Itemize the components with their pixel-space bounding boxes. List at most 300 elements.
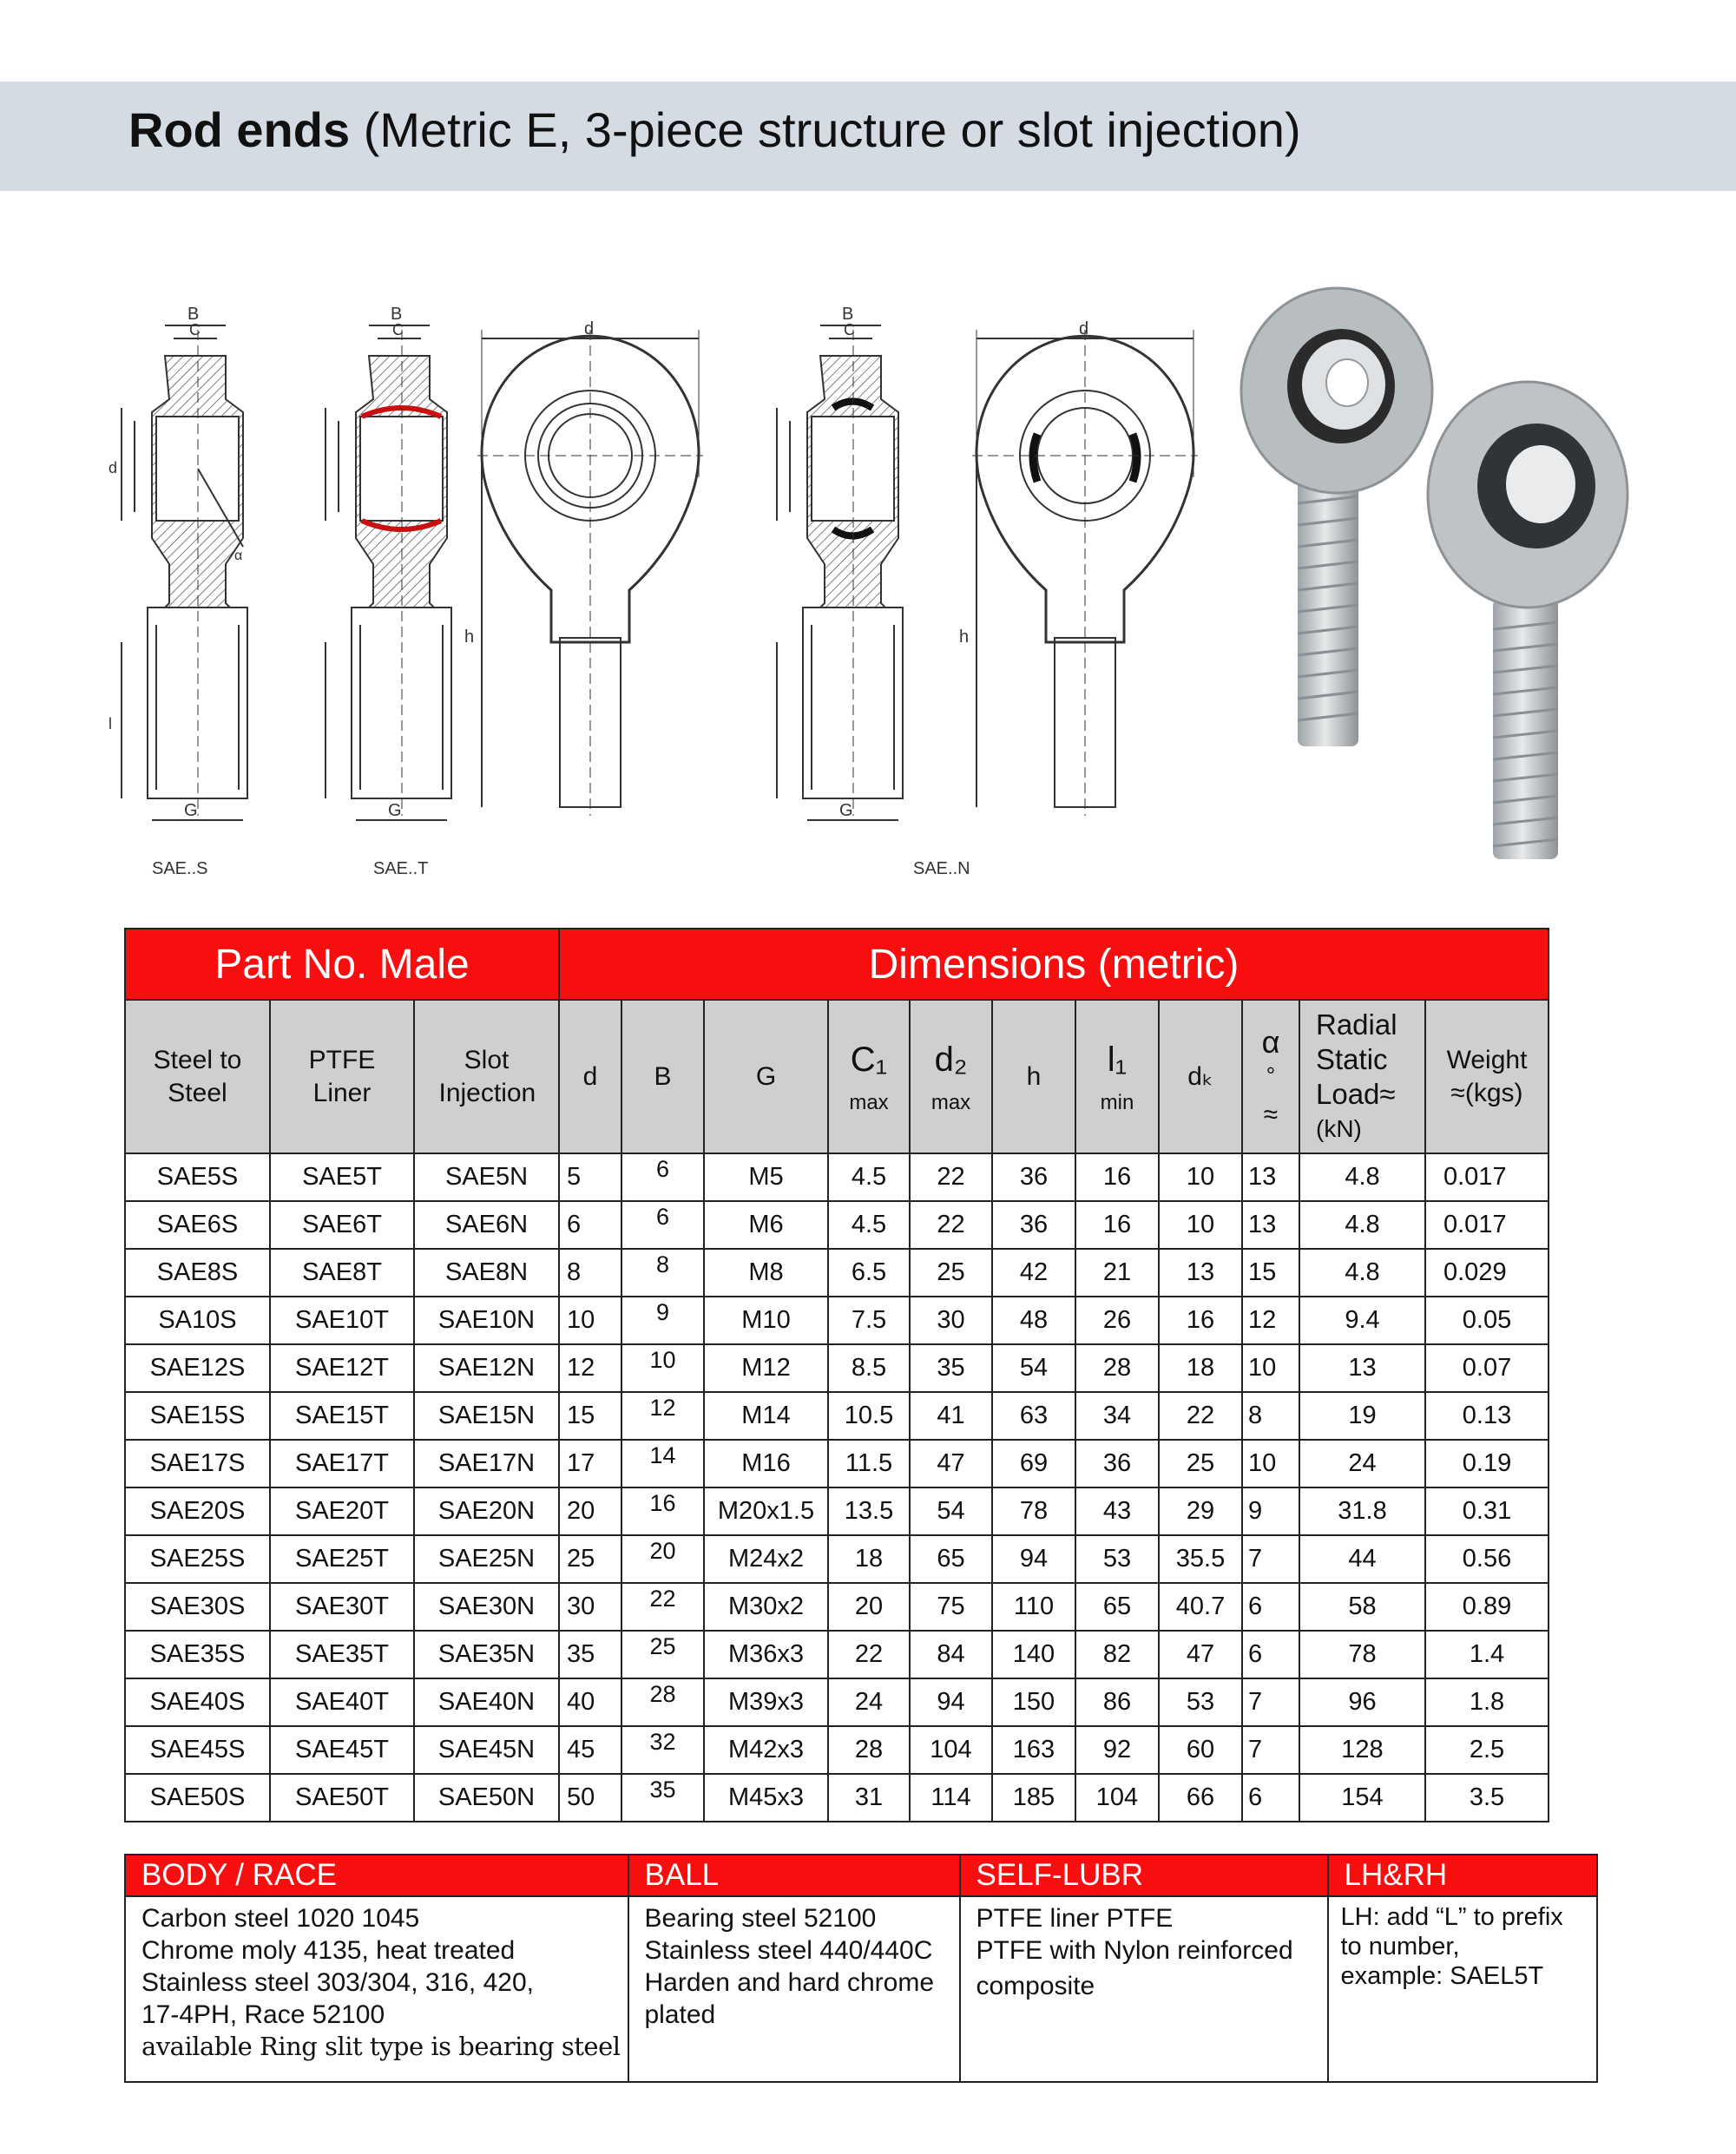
body-race-line: available Ring slit type is bearing steel — [141, 2032, 621, 2061]
col-load-line-4: (kN) — [1316, 1114, 1362, 1142]
cell-d2: 30 — [910, 1297, 992, 1344]
cell-steel: SAE25S — [125, 1535, 270, 1583]
cell-ptfe: SAE30T — [270, 1583, 414, 1631]
cell-ptfe: SAE8T — [270, 1249, 414, 1297]
cell-steel: SAE20S — [125, 1487, 270, 1535]
cell-weight: 2.5 — [1425, 1726, 1549, 1774]
cell-B: 25 — [621, 1631, 704, 1678]
cell-d: 45 — [559, 1726, 621, 1774]
cell-slot: SAE12N — [414, 1344, 559, 1392]
label-dk-1: d — [108, 459, 118, 476]
cell-alpha: 8 — [1242, 1392, 1299, 1440]
cell-h: 150 — [992, 1678, 1075, 1726]
cell-slot: SAE17N — [414, 1440, 559, 1487]
cell-ptfe: SAE17T — [270, 1440, 414, 1487]
cell-alpha: 13 — [1242, 1153, 1299, 1201]
cell-G: M12 — [704, 1344, 828, 1392]
cell-l1: 104 — [1075, 1774, 1159, 1822]
label-G-3: G — [839, 801, 853, 820]
cell-G: M24x2 — [704, 1535, 828, 1583]
cell-steel: SA10S — [125, 1297, 270, 1344]
cell-C1: 22 — [828, 1631, 910, 1678]
cell-G: M45x3 — [704, 1774, 828, 1822]
cell-d2: 54 — [910, 1487, 992, 1535]
cell-l1: 34 — [1075, 1392, 1159, 1440]
cell-alpha: 6 — [1242, 1583, 1299, 1631]
cell-ptfe: SAE40T — [270, 1678, 414, 1726]
table-row — [125, 1153, 1549, 1201]
cell-l1: 16 — [1075, 1201, 1159, 1249]
cell-dk: 25 — [1159, 1440, 1242, 1487]
cell-load: 4.8 — [1299, 1249, 1425, 1297]
cell-B: 6 — [621, 1153, 704, 1201]
cell-d: 10 — [559, 1297, 621, 1344]
cell-G: M10 — [704, 1297, 828, 1344]
label-C1-1: C — [189, 321, 201, 338]
cell-l1: 53 — [1075, 1535, 1159, 1583]
cell-load: 44 — [1299, 1535, 1425, 1583]
ball-line: Stainless steel 440/440C — [644, 1936, 933, 1965]
cell-G: M16 — [704, 1440, 828, 1487]
page-title — [128, 101, 1301, 159]
cell-B: 12 — [621, 1392, 704, 1440]
col-alpha-degree: ° — [1266, 1062, 1276, 1088]
cell-B: 28 — [621, 1678, 704, 1726]
materials-lh-rh-cell — [1328, 1896, 1597, 2082]
cell-d2: 114 — [910, 1774, 992, 1822]
col-B: B — [621, 1000, 704, 1153]
cell-G: M5 — [704, 1153, 828, 1201]
cell-ptfe: SAE15T — [270, 1392, 414, 1440]
caption-sae-n: SAE..N — [913, 859, 970, 878]
materials-ball-cell — [628, 1896, 960, 2082]
side-view-n — [777, 325, 903, 820]
materials-header-lh-rh: LH&RH — [1328, 1855, 1597, 1896]
label-l1-1: l — [108, 715, 112, 732]
cell-load: 128 — [1299, 1726, 1425, 1774]
cell-G: M6 — [704, 1201, 828, 1249]
cell-dk: 22 — [1159, 1392, 1242, 1440]
cell-alpha: 10 — [1242, 1344, 1299, 1392]
rod-end-photo-dark-liner — [1428, 382, 1628, 859]
self-lubr-line: composite — [976, 1972, 1095, 2000]
cell-l1: 16 — [1075, 1153, 1159, 1201]
cell-h: 42 — [992, 1249, 1075, 1297]
cell-d2: 84 — [910, 1631, 992, 1678]
cell-slot: SAE15N — [414, 1392, 559, 1440]
cell-steel: SAE5S — [125, 1153, 270, 1201]
page-title-rest: (Metric E, 3-piece structure or slot injection) — [363, 102, 1301, 157]
col-weight — [1425, 1000, 1549, 1153]
col-weight-line-1: Weight — [1446, 1046, 1528, 1074]
label-C1-2: C — [392, 321, 404, 338]
rod-end-photo-silver-liner — [1241, 288, 1432, 746]
cell-ptfe: SAE10T — [270, 1297, 414, 1344]
lh-rh-line: example: SAEL5T — [1340, 1962, 1544, 1990]
table-row — [125, 1201, 1549, 1249]
col-l1 — [1075, 1000, 1159, 1153]
table-row — [125, 1392, 1549, 1440]
cell-l1: 28 — [1075, 1344, 1159, 1392]
cell-weight: 1.8 — [1425, 1678, 1549, 1726]
table-row — [125, 1726, 1549, 1774]
cell-weight: 3.5 — [1425, 1774, 1549, 1822]
ball-line: Harden and hard chrome — [644, 1968, 935, 1997]
cell-d: 50 — [559, 1774, 621, 1822]
cell-h: 185 — [992, 1774, 1075, 1822]
cell-weight: 0.07 — [1425, 1344, 1549, 1392]
col-d: d — [559, 1000, 621, 1153]
cell-weight: 0.56 — [1425, 1535, 1549, 1583]
col-G: G — [704, 1000, 828, 1153]
cell-B: 6 — [621, 1201, 704, 1249]
cell-C1: 10.5 — [828, 1392, 910, 1440]
cell-h: 94 — [992, 1535, 1075, 1583]
cell-h: 69 — [992, 1440, 1075, 1487]
col-C1-label: C₁ — [850, 1040, 888, 1079]
cell-dk: 16 — [1159, 1297, 1242, 1344]
cell-G: M8 — [704, 1249, 828, 1297]
dimensions-table — [124, 928, 1549, 1822]
cell-dk: 29 — [1159, 1487, 1242, 1535]
cell-B: 22 — [621, 1583, 704, 1631]
cell-h: 78 — [992, 1487, 1075, 1535]
table-row — [125, 1583, 1549, 1631]
col-load-line-2: Static — [1316, 1042, 1388, 1075]
col-ptfe-liner — [270, 1000, 414, 1153]
cell-l1: 92 — [1075, 1726, 1159, 1774]
cell-l1: 36 — [1075, 1440, 1159, 1487]
cell-slot: SAE30N — [414, 1583, 559, 1631]
cell-steel: SAE30S — [125, 1583, 270, 1631]
label-C1-3: C — [844, 321, 855, 338]
cell-alpha: 12 — [1242, 1297, 1299, 1344]
cell-ptfe: SAE5T — [270, 1153, 414, 1201]
cell-alpha: 6 — [1242, 1631, 1299, 1678]
table-row — [125, 1774, 1549, 1822]
cell-C1: 4.5 — [828, 1153, 910, 1201]
cell-steel: SAE40S — [125, 1678, 270, 1726]
cell-load: 19 — [1299, 1392, 1425, 1440]
cell-B: 9 — [621, 1297, 704, 1344]
label-B-3: B — [842, 305, 854, 324]
dimensions-table-body — [125, 1153, 1549, 1822]
cell-h: 110 — [992, 1583, 1075, 1631]
cell-B: 35 — [621, 1774, 704, 1822]
lh-rh-line: LH: add “L” to prefix — [1340, 1903, 1563, 1931]
cell-slot: SAE50N — [414, 1774, 559, 1822]
label-B-1: B — [187, 305, 200, 324]
cell-C1: 6.5 — [828, 1249, 910, 1297]
table-row — [125, 1249, 1549, 1297]
cell-alpha: 7 — [1242, 1726, 1299, 1774]
cell-G: M36x3 — [704, 1631, 828, 1678]
technical-drawings — [104, 278, 1727, 885]
cell-G: M20x1.5 — [704, 1487, 828, 1535]
cell-G: M39x3 — [704, 1678, 828, 1726]
cell-B: 20 — [621, 1535, 704, 1583]
cell-d: 5 — [559, 1153, 621, 1201]
side-view-t — [326, 325, 451, 820]
cell-steel: SAE15S — [125, 1392, 270, 1440]
cell-d2: 104 — [910, 1726, 992, 1774]
col-alpha-approx: ≈ — [1263, 1100, 1279, 1129]
cell-h: 163 — [992, 1726, 1075, 1774]
cell-steel: SAE8S — [125, 1249, 270, 1297]
cell-dk: 18 — [1159, 1344, 1242, 1392]
cell-l1: 26 — [1075, 1297, 1159, 1344]
cell-h: 54 — [992, 1344, 1075, 1392]
col-steel-to-steel — [125, 1000, 270, 1153]
cell-alpha: 7 — [1242, 1678, 1299, 1726]
cell-dk: 66 — [1159, 1774, 1242, 1822]
front-view-2 — [972, 330, 1198, 816]
materials-table — [124, 1854, 1598, 2083]
cell-weight: 0.31 — [1425, 1487, 1549, 1535]
self-lubr-line: PTFE liner PTFE — [976, 1904, 1174, 1933]
col-alpha-symbol: α — [1261, 1024, 1280, 1060]
cell-alpha: 7 — [1242, 1535, 1299, 1583]
cell-h: 36 — [992, 1201, 1075, 1249]
col-steel-to-steel-label: Steel to Steel — [153, 1046, 242, 1107]
cell-ptfe: SAE35T — [270, 1631, 414, 1678]
table-row — [125, 1487, 1549, 1535]
cell-load: 4.8 — [1299, 1201, 1425, 1249]
cell-B: 8 — [621, 1249, 704, 1297]
caption-sae-t: SAE..T — [373, 859, 429, 878]
cell-d2: 65 — [910, 1535, 992, 1583]
cell-weight: 0.13 — [1425, 1392, 1549, 1440]
label-G-1: G — [184, 801, 198, 820]
cell-steel: SAE6S — [125, 1201, 270, 1249]
cell-weight: 0.017 — [1425, 1201, 1549, 1249]
cell-slot: SAE8N — [414, 1249, 559, 1297]
cell-h: 63 — [992, 1392, 1075, 1440]
cell-d: 15 — [559, 1392, 621, 1440]
col-l1-sub: min — [1100, 1090, 1134, 1114]
cell-slot: SAE35N — [414, 1631, 559, 1678]
col-C1 — [828, 1000, 910, 1153]
table-row — [125, 1344, 1549, 1392]
ball-line: plated — [644, 2000, 716, 2029]
cell-load: 4.8 — [1299, 1153, 1425, 1201]
body-race-line: Carbon steel 1020 1045 — [141, 1904, 420, 1933]
cell-alpha: 10 — [1242, 1440, 1299, 1487]
col-ptfe-liner-label: PTFE Liner — [308, 1046, 376, 1107]
label-alpha-1: α — [234, 548, 243, 563]
cell-d: 8 — [559, 1249, 621, 1297]
col-d2-sub: max — [930, 1090, 971, 1114]
label-h-1: h — [464, 627, 475, 647]
cell-alpha: 15 — [1242, 1249, 1299, 1297]
table-row — [125, 1535, 1549, 1583]
col-d2 — [910, 1000, 992, 1153]
cell-l1: 65 — [1075, 1583, 1159, 1631]
cell-slot: SAE6N — [414, 1201, 559, 1249]
cell-load: 96 — [1299, 1678, 1425, 1726]
cell-alpha: 9 — [1242, 1487, 1299, 1535]
cell-dk: 53 — [1159, 1678, 1242, 1726]
label-d2-2: d — [1079, 319, 1089, 338]
drawings-svg — [104, 278, 1727, 885]
cell-weight: 0.89 — [1425, 1583, 1549, 1631]
label-G-2: G — [388, 801, 402, 820]
col-weight-line-2: ≈(kgs) — [1450, 1078, 1523, 1107]
materials-body-race-cell — [125, 1896, 628, 2082]
cell-dk: 10 — [1159, 1201, 1242, 1249]
cell-load: 58 — [1299, 1583, 1425, 1631]
col-l1-label: l₁ — [1107, 1040, 1128, 1079]
col-d2-label: d₂ — [934, 1040, 968, 1079]
label-B-2: B — [391, 305, 403, 324]
col-h: h — [992, 1000, 1075, 1153]
table-row — [125, 1440, 1549, 1487]
cell-C1: 20 — [828, 1583, 910, 1631]
body-race-line: Stainless steel 303/304, 316, 420, — [141, 1968, 534, 1997]
cell-weight: 0.19 — [1425, 1440, 1549, 1487]
materials-header-self-lubr: SELF-LUBR — [960, 1855, 1328, 1896]
cell-steel: SAE50S — [125, 1774, 270, 1822]
cell-G: M14 — [704, 1392, 828, 1440]
col-C1-sub: max — [849, 1090, 889, 1114]
body-race-line: Chrome moly 4135, heat treated — [141, 1936, 516, 1965]
cell-alpha: 13 — [1242, 1201, 1299, 1249]
cell-weight: 1.4 — [1425, 1631, 1549, 1678]
cell-d2: 75 — [910, 1583, 992, 1631]
cell-d: 17 — [559, 1440, 621, 1487]
cell-dk: 35.5 — [1159, 1535, 1242, 1583]
cell-d: 12 — [559, 1344, 621, 1392]
cell-C1: 8.5 — [828, 1344, 910, 1392]
cell-C1: 18 — [828, 1535, 910, 1583]
cell-h: 48 — [992, 1297, 1075, 1344]
cell-weight: 0.029 — [1425, 1249, 1549, 1297]
group-dimensions-metric: Dimensions (metric) — [559, 929, 1549, 1000]
cell-dk: 13 — [1159, 1249, 1242, 1297]
col-slot-injection — [414, 1000, 559, 1153]
cell-C1: 24 — [828, 1678, 910, 1726]
cell-weight: 0.017 — [1425, 1153, 1549, 1201]
col-radial-static-load — [1299, 1000, 1425, 1153]
materials-header-ball: BALL — [628, 1855, 960, 1896]
cell-d: 40 — [559, 1678, 621, 1726]
cell-slot: SAE5N — [414, 1153, 559, 1201]
materials-self-lubr-cell — [960, 1896, 1328, 2082]
col-slot-injection-label: Slot Injection — [438, 1046, 536, 1107]
cell-steel: SAE35S — [125, 1631, 270, 1678]
materials-header-body-race: BODY / RACE — [125, 1855, 628, 1896]
cell-ptfe: SAE25T — [270, 1535, 414, 1583]
cell-alpha: 6 — [1242, 1774, 1299, 1822]
cell-slot: SAE20N — [414, 1487, 559, 1535]
table-row — [125, 1631, 1549, 1678]
cell-weight: 0.05 — [1425, 1297, 1549, 1344]
cell-d: 25 — [559, 1535, 621, 1583]
cell-C1: 7.5 — [828, 1297, 910, 1344]
table-row — [125, 1297, 1549, 1344]
cell-B: 16 — [621, 1487, 704, 1535]
cell-d: 6 — [559, 1201, 621, 1249]
cell-slot: SAE45N — [414, 1726, 559, 1774]
cell-d2: 25 — [910, 1249, 992, 1297]
col-load-line-3: Load≈ — [1316, 1077, 1396, 1110]
cell-d2: 47 — [910, 1440, 992, 1487]
cell-slot: SAE25N — [414, 1535, 559, 1583]
col-alpha — [1242, 1000, 1299, 1153]
cell-l1: 43 — [1075, 1487, 1159, 1535]
cell-ptfe: SAE12T — [270, 1344, 414, 1392]
cell-slot: SAE40N — [414, 1678, 559, 1726]
cell-C1: 31 — [828, 1774, 910, 1822]
cell-steel: SAE45S — [125, 1726, 270, 1774]
cell-B: 32 — [621, 1726, 704, 1774]
cell-B: 10 — [621, 1344, 704, 1392]
cell-load: 9.4 — [1299, 1297, 1425, 1344]
cell-load: 13 — [1299, 1344, 1425, 1392]
cell-d2: 22 — [910, 1153, 992, 1201]
cell-dk: 10 — [1159, 1153, 1242, 1201]
cell-load: 154 — [1299, 1774, 1425, 1822]
cell-G: M30x2 — [704, 1583, 828, 1631]
cell-C1: 11.5 — [828, 1440, 910, 1487]
group-part-no-male: Part No. Male — [125, 929, 559, 1000]
cell-h: 36 — [992, 1153, 1075, 1201]
cell-d2: 35 — [910, 1344, 992, 1392]
cell-ptfe: SAE20T — [270, 1487, 414, 1535]
cell-l1: 21 — [1075, 1249, 1159, 1297]
cell-slot: SAE10N — [414, 1297, 559, 1344]
cell-d2: 94 — [910, 1678, 992, 1726]
cell-dk: 40.7 — [1159, 1583, 1242, 1631]
cell-dk: 60 — [1159, 1726, 1242, 1774]
cell-C1: 28 — [828, 1726, 910, 1774]
label-d2-1: d — [584, 319, 595, 338]
cell-d: 30 — [559, 1583, 621, 1631]
label-h-2: h — [959, 627, 970, 647]
side-view-s — [122, 325, 247, 820]
cell-C1: 13.5 — [828, 1487, 910, 1535]
cell-d2: 41 — [910, 1392, 992, 1440]
cell-steel: SAE17S — [125, 1440, 270, 1487]
cell-ptfe: SAE45T — [270, 1726, 414, 1774]
cell-G: M42x3 — [704, 1726, 828, 1774]
caption-sae-s: SAE..S — [152, 859, 208, 878]
cell-d: 35 — [559, 1631, 621, 1678]
cell-B: 14 — [621, 1440, 704, 1487]
body-race-line: 17-4PH, Race 52100 — [141, 2000, 385, 2029]
page-title-bold: Rod ends — [128, 102, 351, 157]
cell-load: 31.8 — [1299, 1487, 1425, 1535]
cell-ptfe: SAE50T — [270, 1774, 414, 1822]
col-dk: dₖ — [1159, 1000, 1242, 1153]
cell-d: 20 — [559, 1487, 621, 1535]
cell-C1: 4.5 — [828, 1201, 910, 1249]
cell-ptfe: SAE6T — [270, 1201, 414, 1249]
cell-h: 140 — [992, 1631, 1075, 1678]
ball-line: Bearing steel 52100 — [644, 1904, 877, 1933]
cell-dk: 47 — [1159, 1631, 1242, 1678]
front-view-1 — [477, 330, 703, 816]
self-lubr-line: PTFE with Nylon reinforced — [976, 1936, 1293, 1965]
cell-l1: 82 — [1075, 1631, 1159, 1678]
cell-load: 78 — [1299, 1631, 1425, 1678]
table-row — [125, 1678, 1549, 1726]
cell-d2: 22 — [910, 1201, 992, 1249]
cell-l1: 86 — [1075, 1678, 1159, 1726]
col-load-line-1: Radial — [1316, 1008, 1397, 1041]
cell-load: 24 — [1299, 1440, 1425, 1487]
cell-steel: SAE12S — [125, 1344, 270, 1392]
